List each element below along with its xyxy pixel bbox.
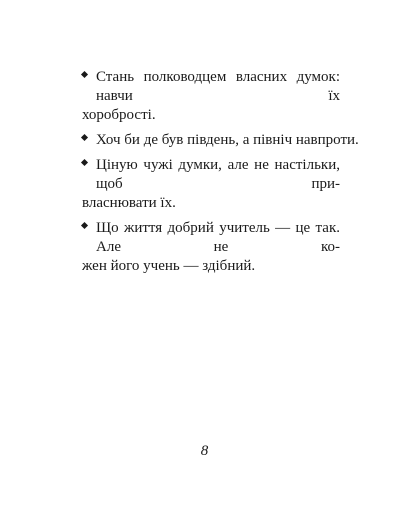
aphorism-item	[82, 131, 359, 150]
aphorism-list	[82, 68, 359, 282]
diamond-bullet-icon	[81, 222, 88, 229]
aphorism-line: жен його учень — здібний.	[82, 258, 256, 274]
aphorism-line: хоробрості.	[82, 107, 156, 123]
aphorism-line: власнювати їх.	[82, 195, 176, 211]
page-number: 8	[200, 443, 209, 459]
aphorism-line: Стань полководцем власних думок: навчи їх	[96, 69, 340, 104]
diamond-bullet-icon	[81, 71, 88, 78]
aphorism-item	[82, 156, 340, 213]
aphorism-line: Ціную чужі думки, але не настільки, щоб при-	[96, 157, 340, 192]
aphorism-line: Хоч би де був південь, а північ навпроти.	[96, 132, 359, 148]
aphorism-line: Що життя добрий учитель — це так. Але не ко-	[96, 220, 340, 255]
aphorism-item	[82, 68, 340, 125]
diamond-bullet-icon	[81, 159, 88, 166]
aphorism-item	[82, 219, 340, 276]
diamond-bullet-icon	[81, 134, 88, 141]
